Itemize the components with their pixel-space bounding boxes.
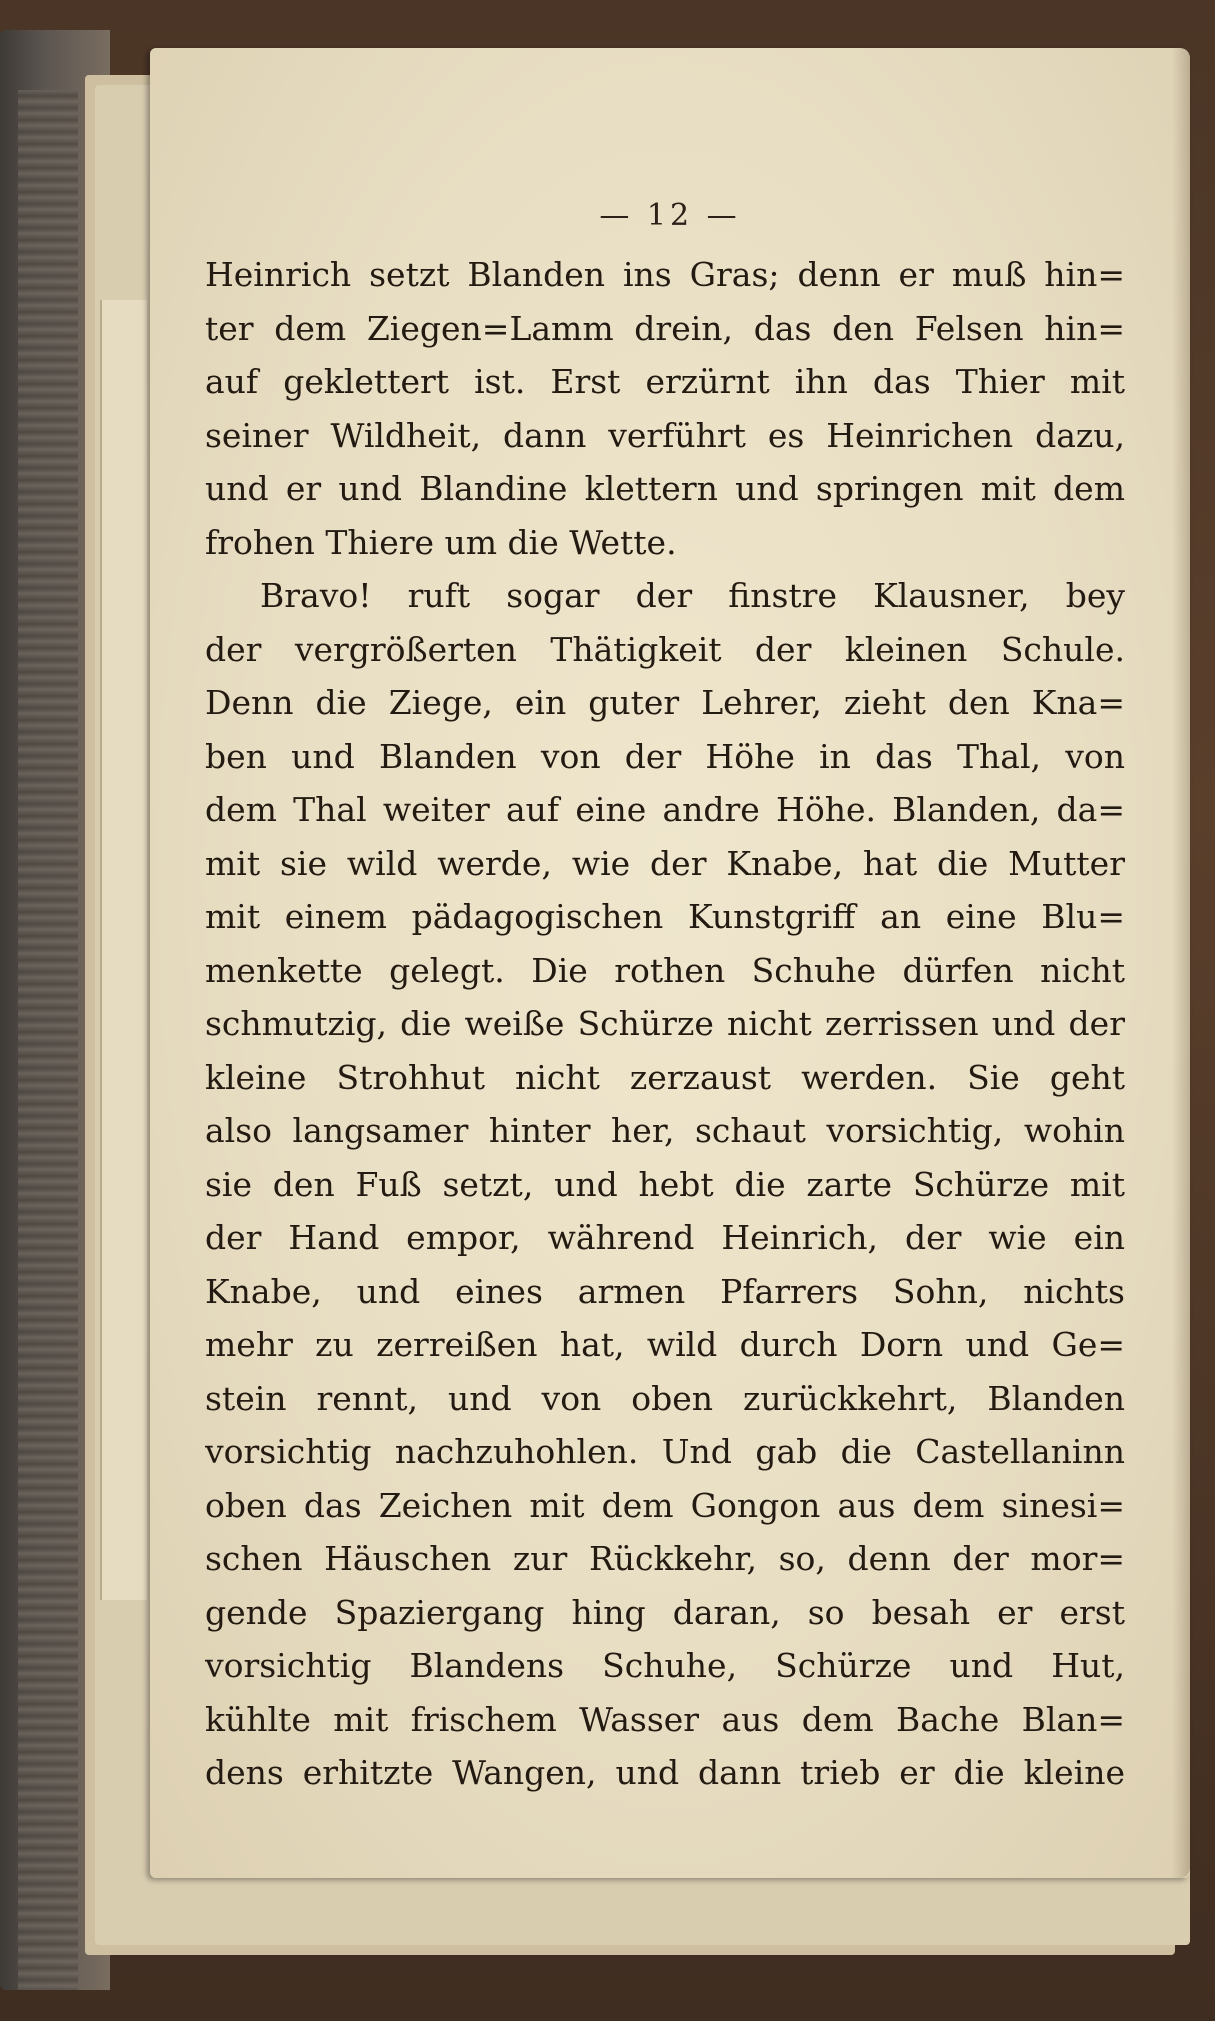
text-line: schen Häuschen zur Rückkehr, so, denn der mor=: [205, 1539, 1125, 1578]
text-line: sie den Fuß setzt, und hebt die zarte Schürze mit: [205, 1164, 1125, 1204]
text-line: mehr zu zerreißen hat, wild durch Dorn und Ge=: [205, 1325, 1125, 1364]
text-line: ter dem Ziegen=Lamm drein, das den Felsen hin=: [205, 308, 1125, 348]
text-line: stein rennt, und von oben zurückkehrt, Blanden: [205, 1378, 1125, 1418]
page-number: — 12 —: [599, 198, 741, 233]
text-line: also langsamer hinter her, schaut vorsichtig, wohin: [205, 1111, 1125, 1150]
text-line: schmutzig, die weiße Schürze nicht zerrissen und der: [205, 1004, 1125, 1043]
text-line: mit sie wild werde, wie der Knabe, hat die Mutter: [205, 843, 1125, 883]
text-line: dens erhitzte Wangen, und dann trieb er die kleine: [205, 1753, 1125, 1792]
text-line: dem Thal weiter auf eine andre Höhe. Blanden, da=: [205, 790, 1125, 829]
text-line: frohen Thiere um die Wette.: [205, 522, 677, 562]
page-edge-shadow: [1172, 48, 1190, 1878]
text-line: Heinrich setzt Blanden ins Gras; denn er muß hin=: [205, 255, 1125, 294]
text-line: oben das Zeichen mit dem Gongon aus dem sinesi=: [205, 1485, 1125, 1525]
library-label-strip: [100, 300, 147, 1600]
text-line: und er und Blandine klettern und springen mit dem: [205, 469, 1125, 508]
text-line: auf geklettert ist. Erst erzürnt ihn das Thier mit: [205, 362, 1125, 401]
text-line: kleine Strohhut nicht zerzaust werden. Sie geht: [205, 1057, 1125, 1097]
text-line: seiner Wildheit, dann verführt es Heinrichen dazu,: [205, 415, 1125, 455]
text-line: gende Spaziergang hing daran, so besah er erst: [205, 1592, 1125, 1632]
cover-binding-texture: [18, 90, 78, 1990]
text-line: Knabe, und eines armen Pfarrers Sohn, nichts: [205, 1271, 1125, 1311]
text-line: vorsichtig nachzuhohlen. Und gab die Castellaninn: [205, 1432, 1125, 1471]
text-line: menkette gelegt. Die rothen Schuhe dürfen nicht: [205, 950, 1125, 990]
text-line: Denn die Ziege, ein guter Lehrer, zieht den Kna=: [205, 683, 1125, 722]
text-line: der Hand empor, während Heinrich, der wie ein: [205, 1218, 1125, 1257]
text-line: ben und Blanden von der Höhe in das Thal, von: [205, 736, 1125, 776]
page-text: [205, 248, 1125, 1800]
text-line: mit einem pädagogischen Kunstgriff an eine Blu=: [205, 897, 1125, 936]
text-line: der vergrößerten Thätigkeit der kleinen Schule.: [205, 629, 1125, 669]
text-line: Bravo! ruft sogar der finstre Klausner, bey: [260, 576, 1125, 615]
book-page: [150, 48, 1190, 1878]
text-line: vorsichtig Blandens Schuhe, Schürze und Hut,: [205, 1646, 1125, 1685]
text-line: kühlte mit frischem Wasser aus dem Bache Blan=: [205, 1699, 1125, 1739]
